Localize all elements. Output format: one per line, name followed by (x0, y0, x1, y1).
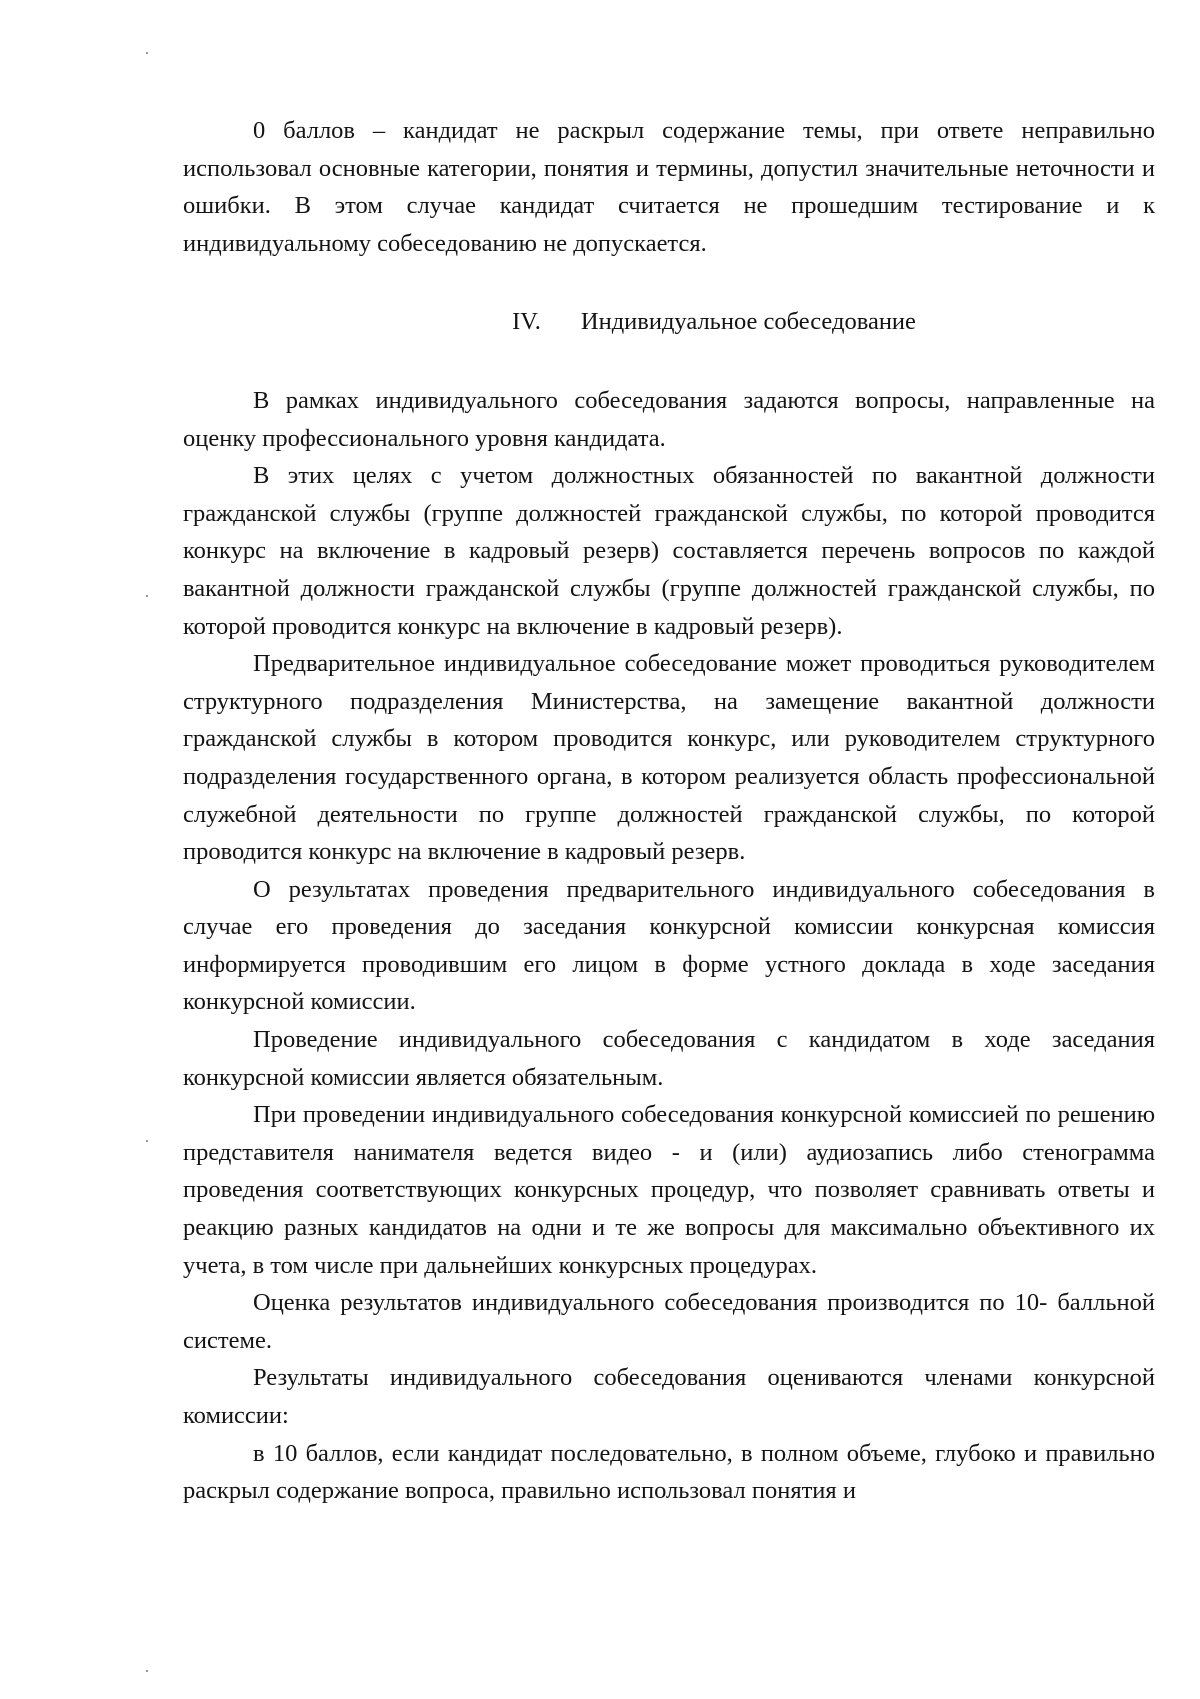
section-number: IV. (512, 308, 541, 336)
paragraph-mandatory-interview: Проведение индивидуального собеседования с кандидатом в ходе заседания конкурсной комиссии является обязательным. (183, 1026, 1155, 1091)
paragraph-recording: При проведении индивидуального собеседования конкурсной комиссией по решению представителя нанимателя ведется видео - и (или) аудиозапись либо стенограмма проведения соответствующих конкурсных процедур, что позволяет сравнивать ответы и реакцию разных кандидатов на одни и те же вопросы для максимально объективного их учета, в том числе при дальнейших конкурсных процедурах. (183, 1101, 1155, 1279)
paragraph-ten-points: в 10 баллов, если кандидат последовательно, в полном объеме, глубоко и правильно раскрыл содержание вопроса, правильно использовал понятия и (183, 1439, 1155, 1505)
paragraph-zero-points: 0 баллов – кандидат не раскрыл содержание темы, при ответе неправильно использовал основные категории, понятия и термины, допустил значительные неточности и ошибки. В этом случае кандидат считается не прошедшим тестирование и к индивидуальному собеседованию не допускается. (183, 117, 1155, 257)
scan-speck (146, 595, 148, 597)
section-heading (183, 303, 1155, 341)
paragraph-preliminary-interview: Предварительное индивидуальное собеседование может проводиться руководителем структурного подразделения Министерства, на замещение вакантной должности гражданской службы в котором проводится конкурс, или руководителем структурного подразделения государственного органа, в котором реализуется область профессиональной служебной деятельности по группе должностей гражданской службы, по которой проводится конкурс на включение в кадровый резерв. (183, 650, 1155, 866)
paragraph-interview-scope: В рамках индивидуального собеседования задаются вопросы, направленные на оценку профессионального уровня кандидата. (183, 386, 1155, 452)
scan-speck (146, 1670, 148, 1672)
paragraph-preliminary-results: О результатах проведения предварительного индивидуального собеседования в случае его проведения до заседания конкурсной комиссии конкурсная комиссия информируется проводившим его лицом в форме устного доклада в ходе заседания конкурсной комиссии. (183, 875, 1155, 1016)
scan-speck (146, 1140, 148, 1142)
document-body (183, 112, 1155, 1510)
paragraph-question-list: В этих целях с учетом должностных обязанностей по вакантной должности гражданской службы (группе должностей гражданской службы, по которой проводится конкурс на включение в кадровый резерв) составляется перечень вопросов по каждой вакантной должности гражданской службы (группе должностей гражданской службы, по которой проводится конкурс на включение в кадровый резерв). (183, 462, 1155, 640)
section-title: Индивидуальное собеседование (580, 308, 916, 336)
paragraph-evaluation: Результаты индивидуального собеседования оцениваются членами конкурсной комиссии: (183, 1364, 1155, 1429)
paragraph-scoring-system: Оценка результатов индивидуального собеседования производится по 10- балльной системе. (183, 1289, 1155, 1354)
scan-speck (146, 52, 148, 54)
